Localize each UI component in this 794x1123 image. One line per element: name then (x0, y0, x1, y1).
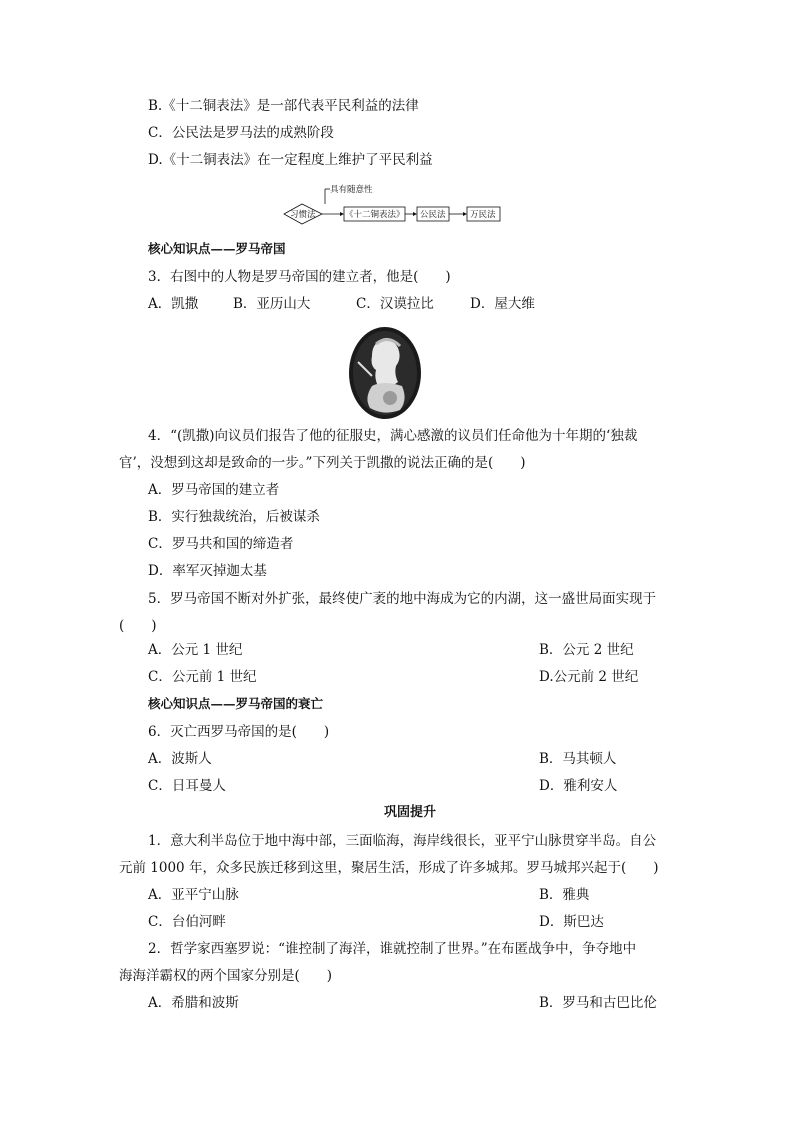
q2-option-c: C．公民法是罗马法的成熟阶段 (148, 125, 334, 141)
q6-option-d: D．雅利安人 (539, 778, 618, 794)
flow-box1-label: 习惯法 (290, 210, 316, 220)
q5-option-d: D.公元前 2 世纪 (539, 669, 639, 685)
p2-option-b: B．罗马和古巴比伦 (539, 995, 657, 1011)
q4-option-d: D．率军灭掉迦太基 (148, 563, 267, 579)
roman-law-flowchart (282, 182, 504, 226)
q3-option-c: C．汉谟拉比 (356, 296, 434, 312)
p1-stem-line2: 元前 1000 年，众多民族迁移到这里，聚居生活，形成了许多城邦。罗马城邦兴起于( ) (119, 860, 659, 876)
q4-option-c: C．罗马共和国的缔造者 (148, 536, 294, 552)
p1-option-d: D．斯巴达 (539, 914, 604, 930)
q3-option-b: B．亚历山大 (233, 296, 311, 312)
q5-option-b: B．公元 2 世纪 (539, 642, 634, 658)
q3-stem: 3．右图中的人物是罗马帝国的建立者，他是( ) (148, 269, 451, 285)
q4-option-a: A．罗马帝国的建立者 (148, 482, 280, 498)
q4-stem-line1: 4．“(凯撒)向议员们报告了他的征服史，满心感激的议员们任命他为十年期的‘独裁 (148, 428, 638, 444)
q6-stem: 6．灭亡西罗马帝国的是( ) (148, 724, 330, 740)
flow-note: 具有随意性 (330, 185, 373, 195)
q4-option-b: B．实行独裁统治，后被谋杀 (148, 509, 320, 525)
q3-option-d: D．屋大维 (470, 296, 535, 312)
section-heading-empire-decline: 核心知识点——罗马帝国的衰亡 (148, 696, 324, 711)
flow-box4-label: 万民法 (470, 210, 496, 220)
p1-option-c: C．台伯河畔 (148, 914, 226, 930)
flow-box3-label: 公民法 (420, 210, 446, 220)
q6-option-a: A．波斯人 (148, 751, 212, 767)
q4-stem-line2: 官’，没想到这却是致命的一步。”下列关于凯撒的说法正确的是( ) (119, 455, 526, 471)
section-heading-consolidate: 巩固提升 (384, 805, 437, 820)
p1-option-a: A．亚平宁山脉 (148, 887, 239, 903)
octavian-cameo-image (348, 326, 422, 420)
p1-stem-line1: 1．意大利半岛位于地中海中部，三面临海，海岸线很长，亚平宁山脉贯穿半岛。自公 (148, 833, 657, 849)
p2-option-a: A．希腊和波斯 (148, 995, 239, 1011)
p2-stem-line2: 海海洋霸权的两个国家分别是( ) (119, 968, 333, 984)
q3-option-a: A．凯撒 (148, 296, 199, 312)
flow-box2-label: 《十二铜表法》 (345, 210, 405, 220)
q5-option-c: C．公元前 1 世纪 (148, 669, 257, 685)
q2-option-d: D.《十二铜表法》在一定程度上维护了平民利益 (148, 152, 433, 168)
q2-option-b: B.《十二铜表法》是一部代表平民利益的法律 (148, 98, 419, 114)
p2-stem-line1: 2．哲学家西塞罗说：“谁控制了海洋，谁就控制了世界。”在布匿战争中，争夺地中 (148, 941, 637, 957)
section-heading-roman-empire: 核心知识点——罗马帝国 (148, 241, 286, 256)
q6-option-b: B．马其顿人 (539, 751, 617, 767)
q5-stem-line1: 5．罗马帝国不断对外扩张，最终使广袤的地中海成为它的内湖，这一盛世局面实现于 (148, 591, 657, 607)
q5-option-a: A．公元 1 世纪 (148, 642, 243, 658)
q6-option-c: C．日耳曼人 (148, 778, 226, 794)
p1-option-b: B．雅典 (539, 887, 590, 903)
q5-stem-line2: ( ) (119, 618, 157, 634)
